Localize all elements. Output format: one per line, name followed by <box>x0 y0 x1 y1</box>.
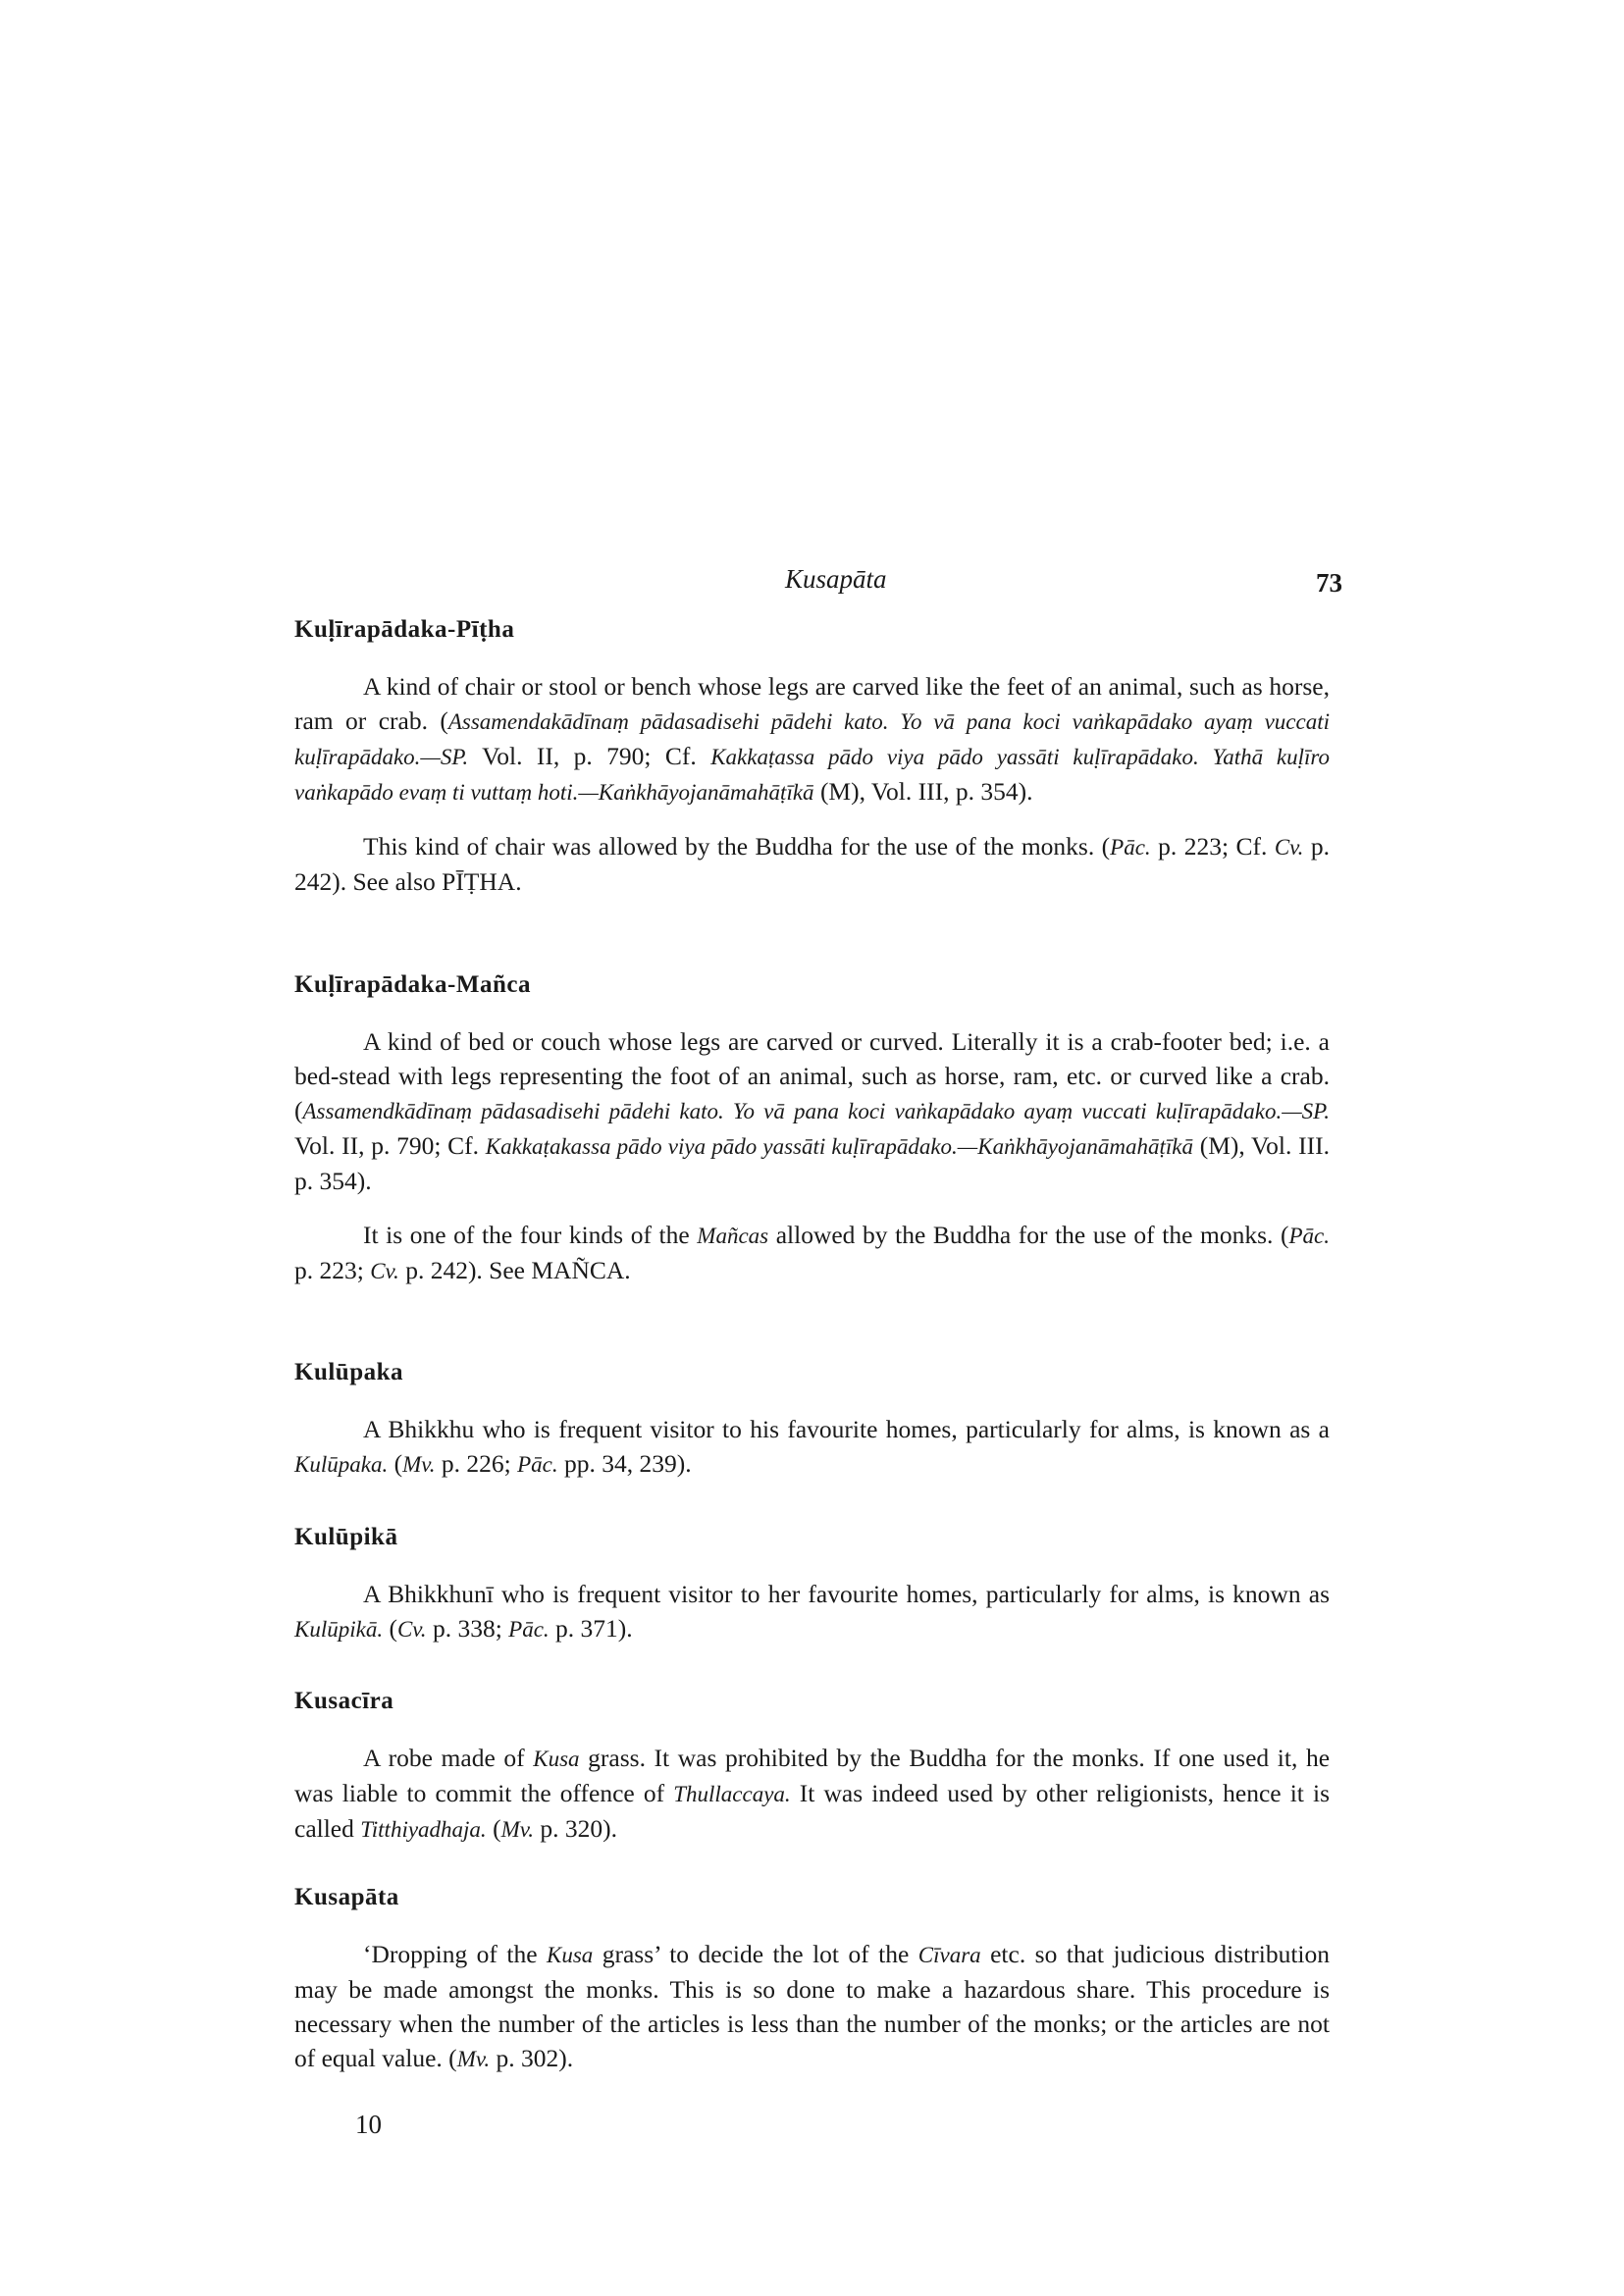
running-head <box>294 564 1342 603</box>
headword: Kulūpaka <box>294 1359 404 1385</box>
definition-paragraph <box>294 1577 1330 1646</box>
definition-paragraph <box>294 669 1330 809</box>
italic-text-run: Kusa <box>546 1943 594 1967</box>
headword: Kuḷīrapādaka-Mañca <box>294 971 531 998</box>
text-run: ( <box>486 1814 501 1843</box>
italic-text-run: Pāc. <box>517 1452 558 1477</box>
headword: Kusapāta <box>294 1884 399 1910</box>
definition-paragraph <box>294 829 1330 899</box>
italic-text-run: Pāc. <box>1110 835 1151 860</box>
page-number: 73 <box>1316 568 1342 598</box>
italic-text-run: Titthiyadhaja. <box>360 1817 487 1842</box>
italic-text-run: Cv. <box>370 1259 399 1283</box>
text-run: p. 223; Cf. <box>1150 832 1275 861</box>
text-run: A kind of bed or couch whose legs are carved or curved. Literally it is a crab-footer bed; i.e. a bed-stead with legs representing the foot of an animal, such as horse, ram, etc. or curved like a crab. ( <box>294 1027 1330 1124</box>
italic-text-run: Cīvara <box>917 1943 981 1967</box>
text-run: p. 226; <box>435 1449 518 1478</box>
text-run: p. 338; <box>426 1614 509 1643</box>
text-run: pp. 34, 239). <box>557 1449 692 1478</box>
text-run: p. 302). <box>490 2044 574 2072</box>
italic-text-run: Kakkaṭakassa pādo viya pādo yassāti kuḷīrapādako.—Kaṅkhāyojanāmahāṭīkā <box>485 1134 1193 1159</box>
italic-text-run: Pāc. <box>1288 1224 1330 1248</box>
text-run: This kind of chair was allowed by the Buddha for the use of the monks. ( <box>363 832 1111 861</box>
italic-text-run: Mv. <box>402 1452 436 1477</box>
text-run: A Bhikkhu who is frequent visitor to his favourite homes, particularly for alms, is known as a <box>363 1415 1330 1443</box>
headword: Kulūpikā <box>294 1524 398 1550</box>
italic-text-run: Mv. <box>456 2047 491 2071</box>
text-run: ( <box>383 1614 397 1643</box>
italic-text-run: Assamendakādīnaṃ pādasadisehi pādehi kato. Yo vā pana koci vaṅkapādako ayaṃ vuccati kuḷīrapādako.—SP. <box>294 709 1330 769</box>
text-run: ( <box>388 1449 403 1478</box>
text-run: grass’ to decide the lot of the <box>593 1940 918 1968</box>
running-title: Kusapāta <box>785 564 887 594</box>
text-run: (M), Vol. III. p. 354). <box>294 1131 1330 1195</box>
definition-paragraph <box>294 1024 1330 1198</box>
headword: Kusacīra <box>294 1688 394 1714</box>
definition-paragraph <box>294 1218 1330 1288</box>
definition-paragraph <box>294 1937 1330 2076</box>
text-run: p. 242). See also PĪṬHA. <box>294 832 1330 896</box>
italic-text-run: Cv. <box>1274 835 1304 860</box>
text-run: A Bhikkhunī who is frequent visitor to her favourite homes, particularly for alms, is known as <box>363 1580 1330 1608</box>
text-run: grass. It was prohibited by the Buddha for the monks. If one used it, he was liable to commit the offence of <box>294 1744 1331 1807</box>
italic-text-run: Pāc. <box>508 1617 550 1642</box>
text-run: etc. so that judicious distribution may be made amongst the monks. This is so done to make a hazardous share. This procedure is necessary when the number of the articles is less than the number of the monks; or the articles are not of equal value. ( <box>294 1940 1330 2072</box>
text-run: Vol. II, p. 790; Cf. <box>294 1131 486 1160</box>
text-run: allowed by the Buddha for the use of the monks. ( <box>768 1221 1289 1249</box>
italic-text-run: Assamendkādīnaṃ pādasadisehi pādehi kato. Yo vā pana koci vaṅkapādako ayaṃ vuccati kuḷīrapādako.—SP. <box>302 1099 1330 1123</box>
text-run: p. 320). <box>533 1814 617 1843</box>
entry-kulupaka <box>294 1359 1330 1482</box>
text-run: p. 242). See MAÑCA. <box>398 1256 631 1284</box>
italic-text-run: Thullaccaya. <box>673 1782 791 1806</box>
headword: Kuḷīrapādaka-Pīṭha <box>294 616 515 643</box>
italic-text-run: Mv. <box>500 1817 534 1842</box>
text-run: Vol. II, p. 790; Cf. <box>468 742 711 770</box>
text-run: ‘Dropping of the <box>363 1940 547 1968</box>
text-run: (M), Vol. III, p. 354). <box>813 777 1033 806</box>
italic-text-run: Cv. <box>396 1617 427 1642</box>
definition-paragraph <box>294 1412 1330 1482</box>
italic-text-run: Mañcas <box>697 1224 769 1248</box>
definition-paragraph <box>294 1741 1330 1847</box>
text-run: It is one of the four kinds of the <box>363 1221 698 1249</box>
text-run: A kind of chair or stool or bench whose legs are carved like the feet of an animal, such as horse, ram or crab. ( <box>294 672 1330 735</box>
italic-text-run: Kulūpikā. <box>294 1617 384 1642</box>
entry-kulirapadaka-manca <box>294 971 1330 1288</box>
entry-kusacira <box>294 1688 1330 1847</box>
text-run: p. 223; <box>294 1256 371 1284</box>
entry-kulupika <box>294 1524 1330 1646</box>
italic-text-run: Kulūpaka. <box>294 1452 389 1477</box>
signature-mark: 10 <box>355 2110 382 2139</box>
text-run: It was indeed used by other religionists, hence it is called <box>294 1779 1330 1843</box>
text-run: p. 371). <box>549 1614 633 1643</box>
entry-kulirapadaka-pitha <box>294 616 1330 899</box>
italic-text-run: Kakkaṭassa pādo viya pādo yassāti kuḷīrapādako. Yathā kuḷīro vaṅkapādo evaṃ ti vuttaṃ hoti.—Kaṅkhāyojanāmahāṭīkā <box>294 745 1330 805</box>
entry-kusapata <box>294 1884 1330 2076</box>
text-run: A robe made of <box>363 1744 534 1772</box>
italic-text-run: Kusa <box>533 1747 580 1771</box>
